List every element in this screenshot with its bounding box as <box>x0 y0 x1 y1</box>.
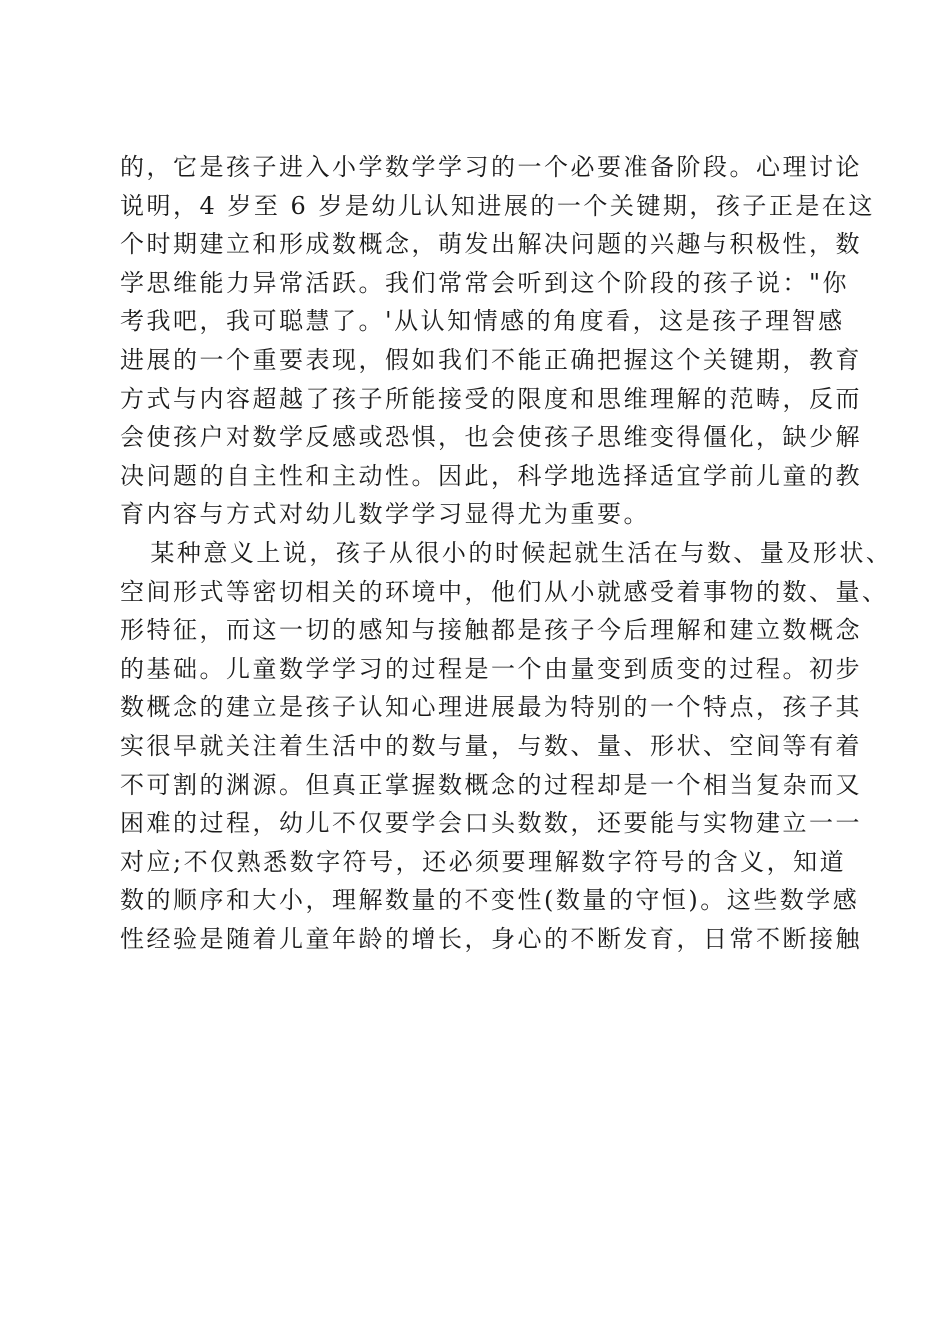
text-line: 育内容与方式对幼儿数学学习显得尤为重要。 <box>120 500 650 529</box>
text-line: 对应;不仅熟悉数字符号，还必须要理解数字符号的含义，知道 <box>120 847 847 876</box>
text-line: 方式与内容超越了孩子所能接受的限度和思维理解的范畴，反而 <box>120 384 862 413</box>
text-line: 空间形式等密切相关的环境中，他们从小就感受着事物的数、量、 <box>120 577 889 606</box>
text-line: 数概念的建立是孩子认知心理进展最为特别的一个特点，孩子其 <box>120 693 862 722</box>
text-line: 决问题的自主性和主动性。因此，科学地选择适宜学前儿童的教 <box>120 461 862 490</box>
body-text <box>120 148 893 958</box>
text-line: 困难的过程，幼儿不仅要学会口头数数，还要能与实物建立一一 <box>120 809 862 838</box>
text-line: 进展的一个重要表现，假如我们不能正确把握这个关键期，教育 <box>120 345 862 374</box>
text-line: 不可割的渊源。但真正掌握数概念的过程却是一个相当复杂而又 <box>120 770 862 799</box>
text-line: 会使孩户对数学反感或恐惧，也会使孩子思维变得僵化，缺少解 <box>120 423 862 452</box>
text-line: 的，它是孩子进入小学数学学习的一个必要准备阶段。心理讨论 <box>120 153 862 181</box>
text-line: 考我吧，我可聪慧了。'从认知情感的角度看，这是孩子理智感 <box>120 307 845 336</box>
text-line: 说明，4 岁至 6 岁是幼儿认知进展的一个关键期，孩子正是在这 <box>120 191 875 220</box>
text-line: 性经验是随着儿童年龄的增长，身心的不断发育，日常不断接触 <box>120 924 862 953</box>
text-line: 形特征，而这一切的感知与接触都是孩子今后理解和建立数概念 <box>120 616 862 645</box>
text-line: 数的顺序和大小，理解数量的不变性(数量的守恒)。这些数学感 <box>120 886 860 915</box>
text-line: 某种意义上说，孩子从很小的时候起就生活在与数、量及形状、 <box>120 538 893 567</box>
text-line: 学思维能力异常活跃。我们常常会听到这个阶段的孩子说："你 <box>120 268 850 297</box>
text-line: 个时期建立和形成数概念，萌发出解决问题的兴趣与积极性，数 <box>120 230 862 259</box>
text-line: 的基础。儿童数学学习的过程是一个由量变到质变的过程。初步 <box>120 654 862 683</box>
text-line: 实很早就关注着生活中的数与量，与数、量、形状、空间等有着 <box>120 731 862 760</box>
